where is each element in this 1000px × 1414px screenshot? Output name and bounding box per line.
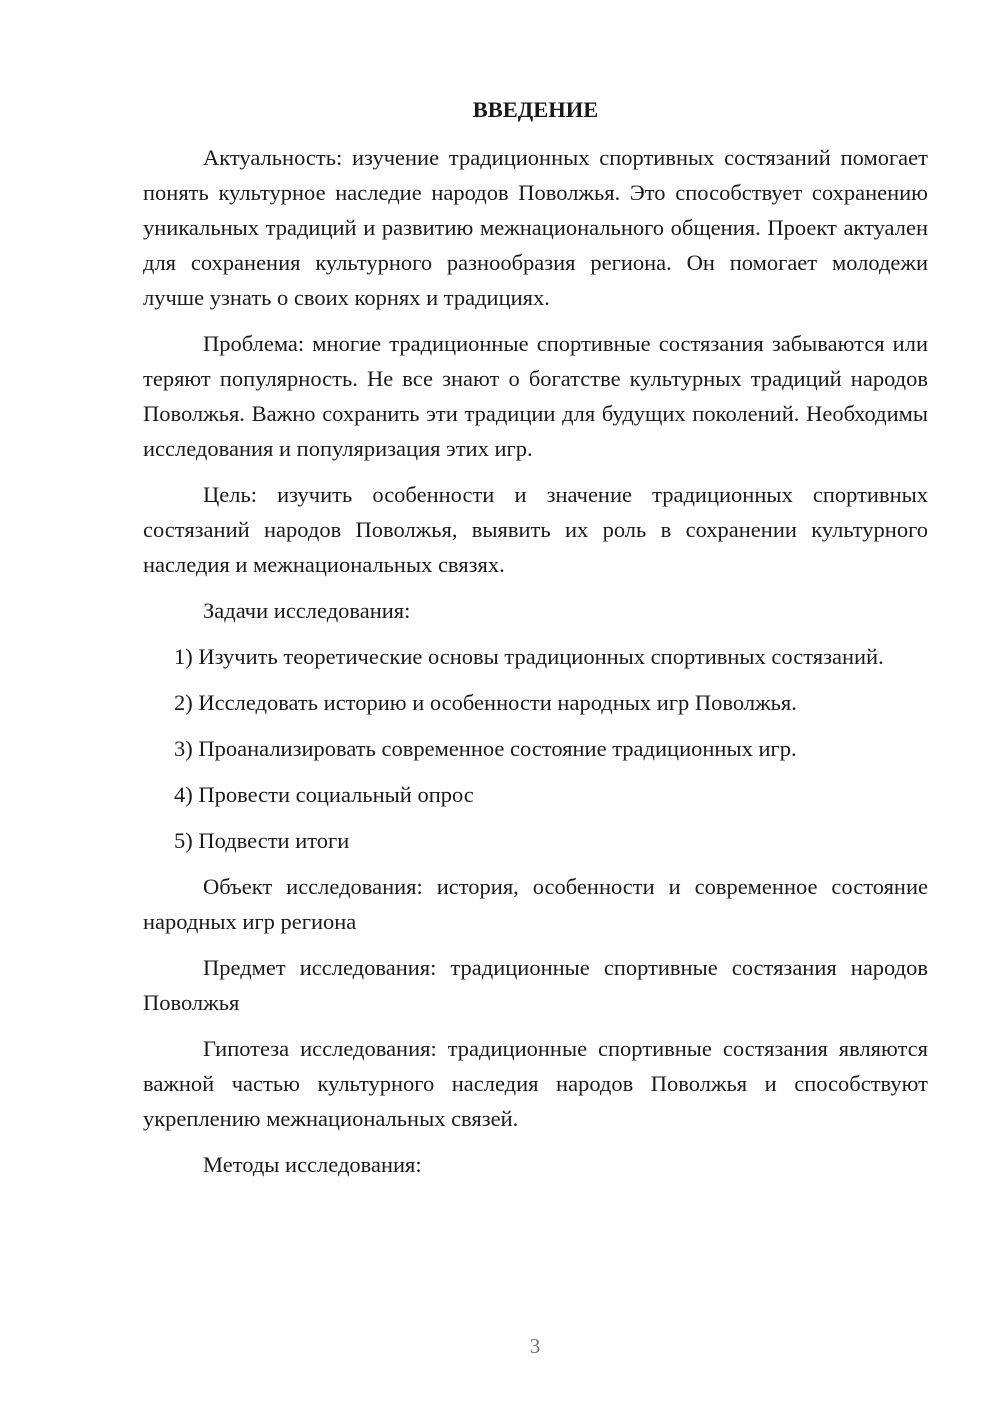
task-item-2: 2) Исследовать историю и особенности народных игр Поволжья. <box>174 690 797 715</box>
goal-paragraph: Цель: изучить особенности и значение традиционных спортивных состязаний народов Поволжья, выявить их роль в сохранении культурного наследия и межнациональных связях. <box>143 482 928 577</box>
problem-paragraph: Проблема: многие традиционные спортивные состязания забываются или теряют популярность. Не все знают о богатстве культурных традиций народов Поволжья. Важно сохранить эти традиции для будущих поколений. Необходимы исследования и популяризация этих игр. <box>143 331 928 461</box>
object-paragraph: Объект исследования: история, особенности и современное состояние народных игр региона <box>143 874 928 934</box>
task-item-1: 1) Изучить теоретические основы традиционных спортивных состязаний. <box>174 644 884 669</box>
section-title: ВВЕДЕНИЕ <box>472 97 599 122</box>
page-number: 3 <box>529 1334 541 1358</box>
methods-heading: Методы исследования: <box>203 1152 422 1177</box>
subject-paragraph: Предмет исследования: традиционные спортивные состязания народов Поволжья <box>143 955 928 1015</box>
document-page <box>143 92 928 1193</box>
task-item-3: 3) Проанализировать современное состояние традиционных игр. <box>174 736 797 761</box>
relevance-paragraph: Актуальность: изучение традиционных спортивных состязаний помогает понять культурное наследие народов Поволжья. Это способствует сохранению уникальных традиций и развитию межнационального общения. Проект актуален для сохранения культурного разнообразия региона. Он помогает молодежи лучше узнать о своих корнях и традициях. <box>143 145 928 310</box>
task-item-4: 4) Провести социальный опрос <box>174 782 474 807</box>
hypothesis-paragraph: Гипотеза исследования: традиционные спортивные состязания являются важной частью культурного наследия народов Поволжья и способствуют укреплению межнациональных связей. <box>143 1036 928 1131</box>
task-item-5: 5) Подвести итоги <box>174 828 350 853</box>
tasks-heading: Задачи исследования: <box>203 598 411 623</box>
